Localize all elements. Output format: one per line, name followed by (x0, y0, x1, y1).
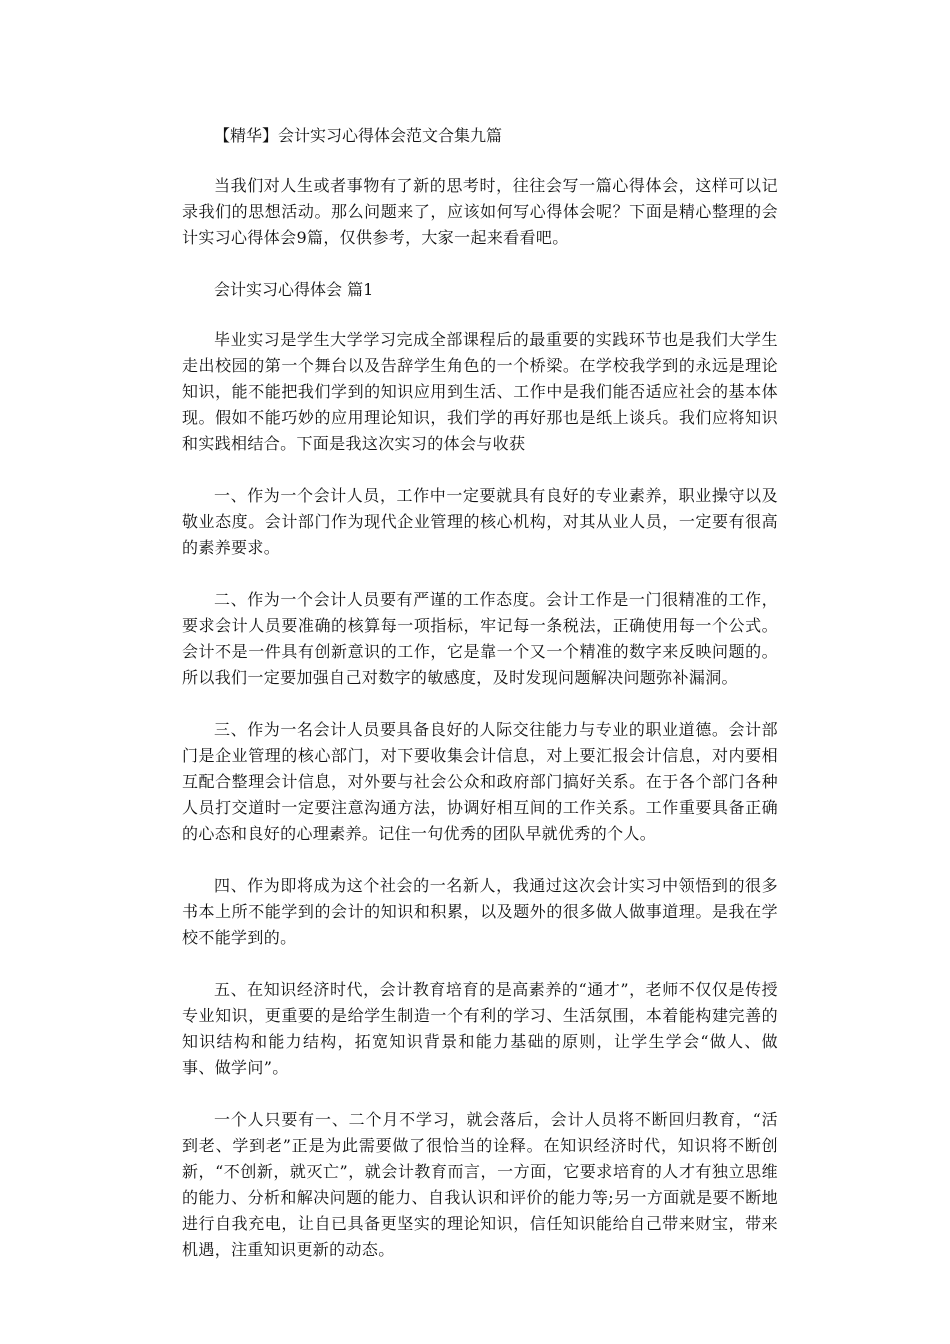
body-paragraph-7: 一个人只要有一、二个月不学习，就会落后，会计人员将不断回归教育，“活到老、学到老”正是为此需要做了很恰当的诠释。在知识经济时代，知识将不断创新，“不创新，就灭亡”，就会计教育而言，一方面，它要求培育的人才有独立思维的能力、分析和解决问题的能力、自我认识和评价的能力等;另一方面就是要不断地进行自我充电，让自已具备更坚实的理论知识，信任知识能给自己带来财宝，带来机遇，注重知识更新的动态。 (182, 1110, 778, 1259)
document-body (182, 123, 778, 1289)
body-paragraph-1: 毕业实习是学生大学学习完成全部课程后的最重要的实践环节也是我们大学生走出校园的第一个舞台以及告辞学生角色的一个桥梁。在学校我学到的永远是理论知识，能不能把我们学到的知识应用到生活、工作中是我们能否适应社会的基本体现。假如不能巧妙的应用理论知识，我们学的再好那也是纸上谈兵。我们应将知识和实践相结合。下面是我这次实习的体会与收获 (182, 330, 778, 453)
body-paragraph-3: 二、作为一个会计人员要有严谨的工作态度。会计工作是一门很精准的工作，要求会计人员要准确的核算每一项指标，牢记每一条税法，正确使用每一个公式。会计不是一件具有创新意识的工作，它是靠一个又一个精准的数字来反映问题的。所以我们一定要加强自己对数字的敏感度，及时发现问题解决问题弥补漏洞。 (182, 590, 778, 687)
body-paragraph-5: 四、作为即将成为这个社会的一名新人，我通过这次会计实习中领悟到的很多书本上所不能学到的会计的知识和积累，以及题外的很多做人做事道理。是我在学校不能学到的。 (182, 876, 778, 947)
section-heading: 会计实习心得体会 篇1 (214, 280, 374, 299)
intro-paragraph: 当我们对人生或者事物有了新的思考时，往往会写一篇心得体会，这样可以记录我们的思想活动。那么问题来了，应该如何写心得体会呢？下面是精心整理的会计实习心得体会9篇，仅供参考，大家一起来看看吧。 (182, 176, 778, 247)
body-paragraph-6: 五、在知识经济时代，会计教育培育的是高素养的“通才”，老师不仅仅是传授专业知识，更重要的是给学生制造一个有利的学习、生活氛围，本着能构建完善的知识结构和能力结构，拓宽知识背景和能力基础的原则，让学生学会“做人、做事、做学问”。 (182, 980, 778, 1077)
body-paragraph-4: 三、作为一名会计人员要具备良好的人际交往能力与专业的职业道德。会计部门是企业管理的核心部门，对下要收集会计信息，对上要汇报会计信息，对内要相互配合整理会计信息，对外要与社会公众和政府部门搞好关系。在于各个部门各种人员打交道时一定要注意沟通方法，协调好相互间的工作关系。工作重要具备正确的心态和良好的心理素养。记住一句优秀的团队早就优秀的个人。 (182, 720, 778, 843)
document-title: 【精华】会计实习心得体会范文合集九篇 (214, 126, 503, 145)
body-paragraph-2: 一、作为一个会计人员，工作中一定要就具有良好的专业素养，职业操守以及敬业态度。会计部门作为现代企业管理的核心机构，对其从业人员，一定要有很高的素养要求。 (182, 486, 778, 557)
